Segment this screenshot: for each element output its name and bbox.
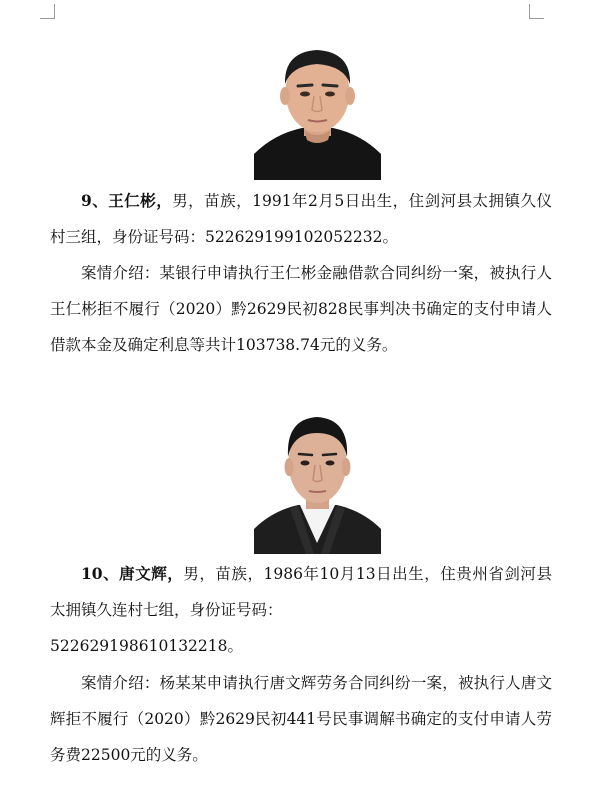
person-2-details: 男，苗族，1986年10月13日出生，住贵州省剑河县太拥镇久连村七组，身份证号码：: [50, 565, 552, 619]
crop-mark-top-left: [40, 4, 55, 19]
person-1-case: 案情介绍：某银行申请执行王仁彬金融借款合同纠纷一案，被执行人王仁彬拒不履行（2020）黔2629民初828民事判决书确定的支付申请人借款本金及确定利息等共计103738.74元的义务。: [50, 264, 552, 354]
person-2-id-number: 522629198610132218。: [50, 637, 244, 655]
crop-mark-top-right: [529, 4, 544, 19]
person-1-number: 9、: [81, 191, 109, 210]
person-2-name: 唐文辉，: [119, 564, 184, 583]
person-2-photo: [254, 397, 381, 554]
person-1-details: 男，苗族，1991年2月5日出生，住剑河县太拥镇久仪村三组，身份证号码：522629199102052232。: [50, 192, 552, 246]
person-2-number: 10、: [81, 564, 120, 583]
person-2-info: [50, 556, 552, 664]
person-1-photo: [254, 22, 381, 180]
person-2-case: 案情介绍：杨某某申请执行唐文辉劳务合同纠纷一案，被执行人唐文辉拒不履行（2020）黔2629民初441号民事调解书确定的支付申请人劳务费22500元的义务。: [50, 674, 552, 764]
person-1-info: [50, 183, 552, 255]
person-1-name: 王仁彬，: [108, 191, 173, 210]
